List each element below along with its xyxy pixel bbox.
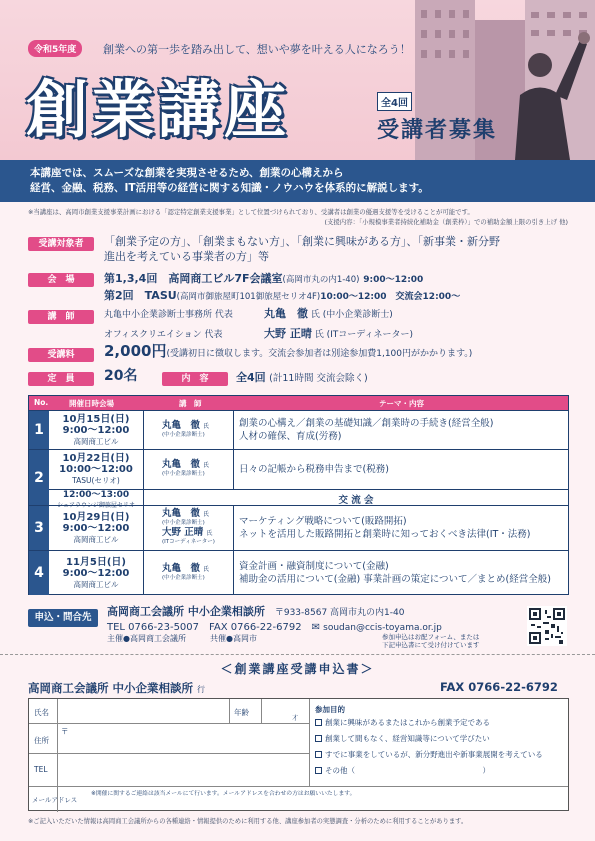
networking-label: 交 流 会 [338, 495, 374, 506]
qr-note-2: 下記申込書にて受け付けています [382, 641, 480, 649]
row-place: 高岡商工ビル [73, 534, 119, 544]
row-date [49, 506, 144, 550]
fee-amount: 2,000円 [104, 342, 167, 360]
postal-mark: 〒 [61, 727, 69, 736]
capacity-label: 定 員 [28, 372, 94, 386]
address-field[interactable] [59, 725, 307, 752]
header-theme: テーマ・内容 [379, 399, 424, 408]
privacy-note: ※ご記入いただいた情報は高岡商工会議所からの各種連絡・情報提供のために利用する他、講座参加者の実態調査・分析のために利用することがあります。 [28, 818, 468, 825]
content-label: 内 容 [162, 372, 228, 386]
fee-note: (受講初日に徴収します。交流会参加者は別途参加費1,100円がかかります。) [166, 349, 473, 359]
purpose-option-1[interactable] [315, 717, 490, 728]
lecturer-1 [104, 306, 413, 323]
fee-label: 受講料 [28, 348, 94, 362]
purpose-option-4[interactable] [315, 765, 490, 776]
contact-phone-line [107, 618, 442, 633]
qr-note [382, 633, 480, 649]
venue-1-address: (高岡市丸の内1-40) [282, 275, 360, 285]
tagline: 創業への第一歩を踏み出して、想いや夢を叶える人になろう！ [103, 43, 411, 56]
target-line-1: 「創業予定の方」、「創業まもない方」、「創業に興味がある方」、「新事業・新分野 [104, 235, 500, 248]
networking-place: シェアラウンジ御旅屋セリオ [57, 502, 135, 509]
lecturer-name: 丸亀 徹 [162, 562, 201, 574]
topic-line-1: マーケティング戦略について(販路開拓) [239, 516, 407, 527]
row-place: 高岡商工ビル [73, 579, 119, 589]
total-sessions-badge: 全4回 [377, 92, 412, 111]
fiscal-year-badge: 令和5年度 [28, 40, 82, 57]
schedule-table [28, 395, 569, 595]
lecturer-2-title: (ITコーディネーター) [162, 539, 215, 545]
header-date: 開催日時会場 [69, 399, 114, 408]
intro-line-1: 本講座では、スムーズな創業を実現させるため、創業の心構えから [30, 167, 344, 179]
purpose-option-label: 創業に興味があるまたはこれから創業予定である [325, 718, 490, 727]
row-lecturer [144, 506, 234, 550]
form-recipient [28, 680, 205, 696]
row-number: 3 [29, 506, 49, 550]
venue-1-time: 9:00～12:00 [363, 275, 424, 285]
email-field[interactable] [91, 797, 561, 811]
age-unit: 才 [292, 715, 299, 722]
form-recipient-suffix: 行 [197, 685, 206, 694]
row-date [49, 411, 144, 449]
checkbox[interactable] [315, 735, 322, 742]
purpose-option-label: その他（ ） [325, 766, 490, 775]
checkbox[interactable] [315, 719, 322, 726]
tel-field[interactable] [59, 755, 307, 785]
application-form [28, 698, 569, 811]
row-place: 高岡商工ビル [73, 436, 119, 446]
contact-fax: FAX 0766-22-6792 [209, 622, 302, 633]
lecturer-title: (中小企業診断士) [162, 520, 205, 526]
address-label: 住所 [34, 736, 49, 745]
lecturer-2 [104, 326, 413, 343]
row-topic [239, 551, 564, 595]
contact-email[interactable]: soudan@ccis-toyama.or.jp [323, 623, 442, 633]
tel-label: TEL [34, 765, 48, 774]
lecturer-name: 丸亀 徹 [162, 508, 201, 519]
intro-line-2: 経営、金融、税務、IT活用等の経営に関する知識・ノウハウを体系的に解説します。 [30, 182, 429, 194]
purpose-option-label: すでに事業をしているが、新分野進出や新事業展開を考えている [325, 750, 543, 759]
row-lecturer [144, 411, 234, 449]
contact-tel[interactable]: TEL 0766-23-5007 [107, 622, 200, 633]
email-note: ※開催に関するご連絡は該当メールにて行います。メールアドレスを合わせの方はお願いいたします。 [91, 791, 356, 797]
header-no: No. [34, 398, 49, 407]
lecturer-2-title: 氏 (ITコーディネーター) [314, 330, 414, 340]
content-note: (計11時間 交流会除く) [269, 373, 368, 384]
purpose-option-2[interactable] [315, 733, 490, 744]
intro-band [0, 160, 595, 202]
honorific: 氏 [203, 511, 210, 518]
lecturer-1-name: 丸亀 徹 [264, 307, 308, 320]
topic-line-2: ネットを活用した販路開拓と創業時に知っておくべき法律(IT・法務) [239, 529, 531, 540]
row-date-day: 11月5日(日) [65, 556, 126, 568]
row-time: 9:00～12:00 [62, 567, 130, 579]
lecturer-name: 丸亀 徹 [162, 419, 201, 431]
row-time: 9:00～12:00 [62, 522, 130, 534]
networking-time [49, 490, 144, 509]
purpose-option-3[interactable] [315, 749, 543, 760]
hero-banner [0, 0, 595, 160]
lecturer-title: (中小企業診断士) [162, 431, 205, 438]
lecturer-2-name: 大野 正晴 [264, 327, 312, 340]
name-field[interactable] [59, 701, 227, 721]
contact-org: 高岡商工会議所 中小企業相談所 [107, 605, 265, 618]
name-label: 氏名 [34, 708, 49, 717]
networking-time-value: 12:00～13:00 [62, 490, 130, 500]
schedule-header [29, 396, 568, 410]
schedule-row-2 [29, 449, 568, 509]
honorific: 氏 [203, 565, 210, 573]
lecturer-1-title: 氏 (中小企業診断士) [310, 310, 393, 320]
lecturer-label: 講 師 [28, 310, 94, 324]
row-place: TASU(セリオ) [72, 476, 120, 485]
row-number: 4 [29, 551, 49, 595]
venue-text [104, 271, 460, 305]
row-date [49, 551, 144, 595]
row-lecturer [144, 551, 234, 595]
mail-icon: ✉ [311, 622, 320, 633]
qr-note-1: 参加申込はお配フォーム、または [382, 633, 480, 641]
row-date-day: 10月15日(日) [62, 413, 130, 425]
schedule-row-1 [29, 410, 568, 449]
row-date [49, 450, 144, 489]
checkbox[interactable] [315, 751, 322, 758]
contact-host-line [107, 633, 257, 644]
row-time: 10:00～12:00 [59, 464, 133, 475]
row-number: 1 [29, 411, 49, 449]
contact-postal: 〒933-8567 高岡市丸の内1-40 [274, 608, 405, 618]
form-title: ＜創業講座受講申込書＞ [220, 662, 375, 676]
target-text [104, 234, 500, 264]
honorific: 氏 [203, 462, 210, 469]
lecturer-title: (中小企業診断士) [162, 574, 205, 581]
page-title: 創業講座 [26, 73, 291, 146]
content-count: 全4回 [236, 371, 266, 384]
purpose-option-label: 創業して間もなく、経営知識等について学びたい [325, 734, 490, 743]
venue-2-address: (高岡市御旅屋町101御旅屋セリオ4F) [176, 292, 321, 302]
form-recipient-name: 高岡商工会議所 中小企業相談所 [28, 681, 194, 695]
target-line-2: 進出を考えている事業者の方」等 [104, 250, 269, 263]
lecturer-title: (中小企業診断士) [162, 471, 205, 477]
contact-org-line [107, 603, 404, 619]
recruit-heading: 受講者募集 [377, 118, 498, 143]
note-line-2: (支援内容：「小規模事業者持続化補助金（創業枠）」での補助金額上限の引き上げ 他) [324, 218, 568, 226]
honorific: 氏 [206, 530, 213, 537]
schedule-row-3 [29, 505, 568, 550]
contact-tag: 申込・問合先 [28, 609, 98, 627]
venue-line-1 [104, 271, 460, 288]
topic-line-1: 日々の記帳から税務申告まで(税務) [239, 464, 389, 475]
row-date-day: 10月29日(日) [62, 511, 130, 523]
row-number: 2 [29, 450, 49, 505]
target-label: 受講対象者 [28, 237, 94, 251]
capacity-value [104, 369, 137, 384]
lecturer-name: 丸亀 徹 [162, 459, 201, 470]
networking-row [49, 489, 568, 509]
lecturer-1-org: 丸亀中小企業診断士事務所 代表 [104, 310, 233, 320]
header-lecturer: 講 師 [179, 399, 202, 408]
certification-note [28, 207, 578, 227]
lecturer-text [104, 306, 413, 343]
venue-line-2 [104, 288, 460, 305]
row-time: 9:00～12:00 [62, 424, 130, 436]
topic-line-2: 補助金の活用について(金融) 事業計画の策定について／まとめ(経営全般) [239, 574, 551, 585]
lecturer-2-org: オフィスクリエイション 代表 [104, 330, 223, 340]
honorific: 氏 [203, 422, 210, 430]
topic-line-1: 創業の心構え／創業の基礎知識／創業時の手続き(経営全般) [239, 418, 494, 429]
email-label: メールアドレス [32, 796, 78, 804]
row-lecturer [144, 450, 234, 489]
checkbox[interactable] [315, 767, 322, 774]
venue-2-time: 10:00～12:00 交流会12:00～ [320, 292, 461, 302]
note-line-1: ※当講座は、高岡市創業支援事業計画における「認定特定創業支援事業」として位置づけられており、受講者は創業の優遇支援等を受けることが可能です。 [28, 208, 474, 216]
row-date-day: 10月22日(日) [62, 453, 130, 464]
venue-label: 会 場 [28, 273, 94, 287]
row-topic [239, 506, 564, 550]
qr-code-icon[interactable] [527, 606, 567, 646]
lecturer-2-name: 大野 正晴 [162, 527, 204, 538]
capacity-number: 20名 [104, 368, 138, 384]
row-topic [239, 450, 564, 489]
cut-line [0, 654, 595, 655]
host: 主催●高岡商工会議所 [107, 634, 186, 643]
form-fax: FAX 0766-22-6792 [440, 680, 558, 694]
purpose-label: 参加目的 [315, 705, 345, 714]
topic-line-1: 資金計画・融資制度について(金融) [239, 561, 389, 572]
fee-text [104, 344, 472, 362]
venue-1-main: 第1,3,4回 高岡商工ビル7F会議室 [104, 272, 283, 285]
topic-line-2: 人材の確保、育成(労務) [239, 431, 342, 442]
content-value [236, 370, 368, 386]
row-topic [239, 411, 564, 449]
cohost: 共催●高岡市 [209, 634, 257, 643]
schedule-row-4 [29, 550, 568, 595]
venue-2-main: 第2回 TASU [104, 289, 177, 302]
age-label: 年齢 [234, 708, 249, 717]
